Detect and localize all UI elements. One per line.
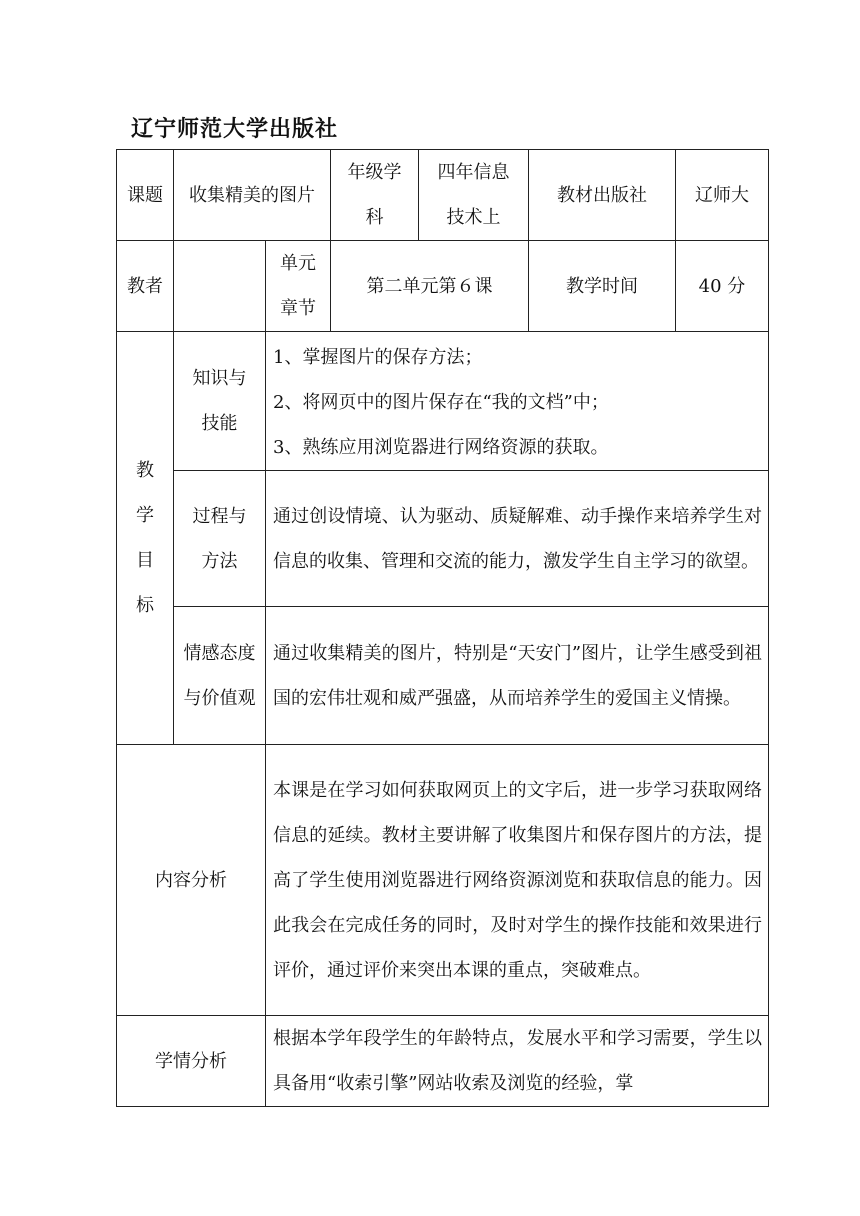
knowledge-line: 1、掌握图片的保存方法；: [273, 347, 483, 368]
teacher-value: [174, 241, 266, 332]
label-process-methods: 过程与方法: [174, 471, 266, 607]
objective-char: 标: [136, 595, 154, 616]
content-analysis-text: 本课是在学习如何获取网页上的文字后，进一步学习获取网络信息的延续。教材主要讲解了收集图片和保存图片的方法，提高了学生使用浏览器进行网络资源浏览和获取信息的能力。因此我会在完成任务的同时，及时对学生的操作技能和效果进行评价，通过评价来突出本课的重点，突破难点。: [266, 745, 769, 1016]
objective-char: 目: [136, 550, 154, 571]
label-unit: 单元章节: [266, 241, 331, 332]
knowledge-skills-content: [266, 332, 769, 471]
objective-char: 学: [136, 505, 154, 526]
label-grade: 年级学科: [331, 150, 419, 241]
row-objective-process: [117, 471, 769, 607]
unit-value: 第二单元第６课: [331, 241, 529, 332]
topic-value: 收集精美的图片: [174, 150, 331, 241]
label-textbook-publisher: 教材出版社: [529, 150, 676, 241]
objective-char: 教: [136, 460, 154, 481]
row-student-analysis: [117, 1016, 769, 1107]
label-topic: 课题: [117, 150, 174, 241]
time-value: 40 分: [676, 241, 769, 332]
lesson-plan-table: [116, 149, 769, 1107]
row-content-analysis: [117, 745, 769, 1016]
publisher-heading: 辽宁师范大学出版社: [131, 117, 339, 142]
process-methods-content: 通过创设情境、认为驱动、质疑解难、动手操作来培养学生对信息的收集、管理和交流的能力，激发学生自主学习的欲望。: [266, 471, 769, 607]
student-analysis-text: 根据本学年段学生的年龄特点，发展水平和学习需要，学生以具备用“收索引擎”网站收索及浏览的经验，掌: [266, 1016, 769, 1107]
row-teacher: [117, 241, 769, 332]
label-student-analysis: 学情分析: [117, 1016, 266, 1107]
emotion-values-content: 通过收集精美的图片，特别是“天安门”图片，让学生感受到祖国的宏伟壮观和威严强盛，从而培养学生的爱国主义情操。: [266, 607, 769, 745]
knowledge-line: 2、将网页中的图片保存在“我的文档”中；: [273, 392, 609, 413]
grade-value: 四年信息技术上: [419, 150, 529, 241]
label-content-analysis: 内容分析: [117, 745, 266, 1016]
row-objective-emotion: [117, 607, 769, 745]
label-knowledge-skills: 知识与技能: [174, 332, 266, 471]
knowledge-line: 3、熟练应用浏览器进行网络资源的获取。: [273, 437, 609, 458]
label-emotion-values: 情感态度与价值观: [174, 607, 266, 745]
label-teacher: 教者: [117, 241, 174, 332]
row-topic: [117, 150, 769, 241]
publisher-value: 辽师大: [676, 150, 769, 241]
row-objective-knowledge: [117, 332, 769, 471]
label-teaching-objectives: [117, 332, 174, 745]
label-teaching-time: 教学时间: [529, 241, 676, 332]
